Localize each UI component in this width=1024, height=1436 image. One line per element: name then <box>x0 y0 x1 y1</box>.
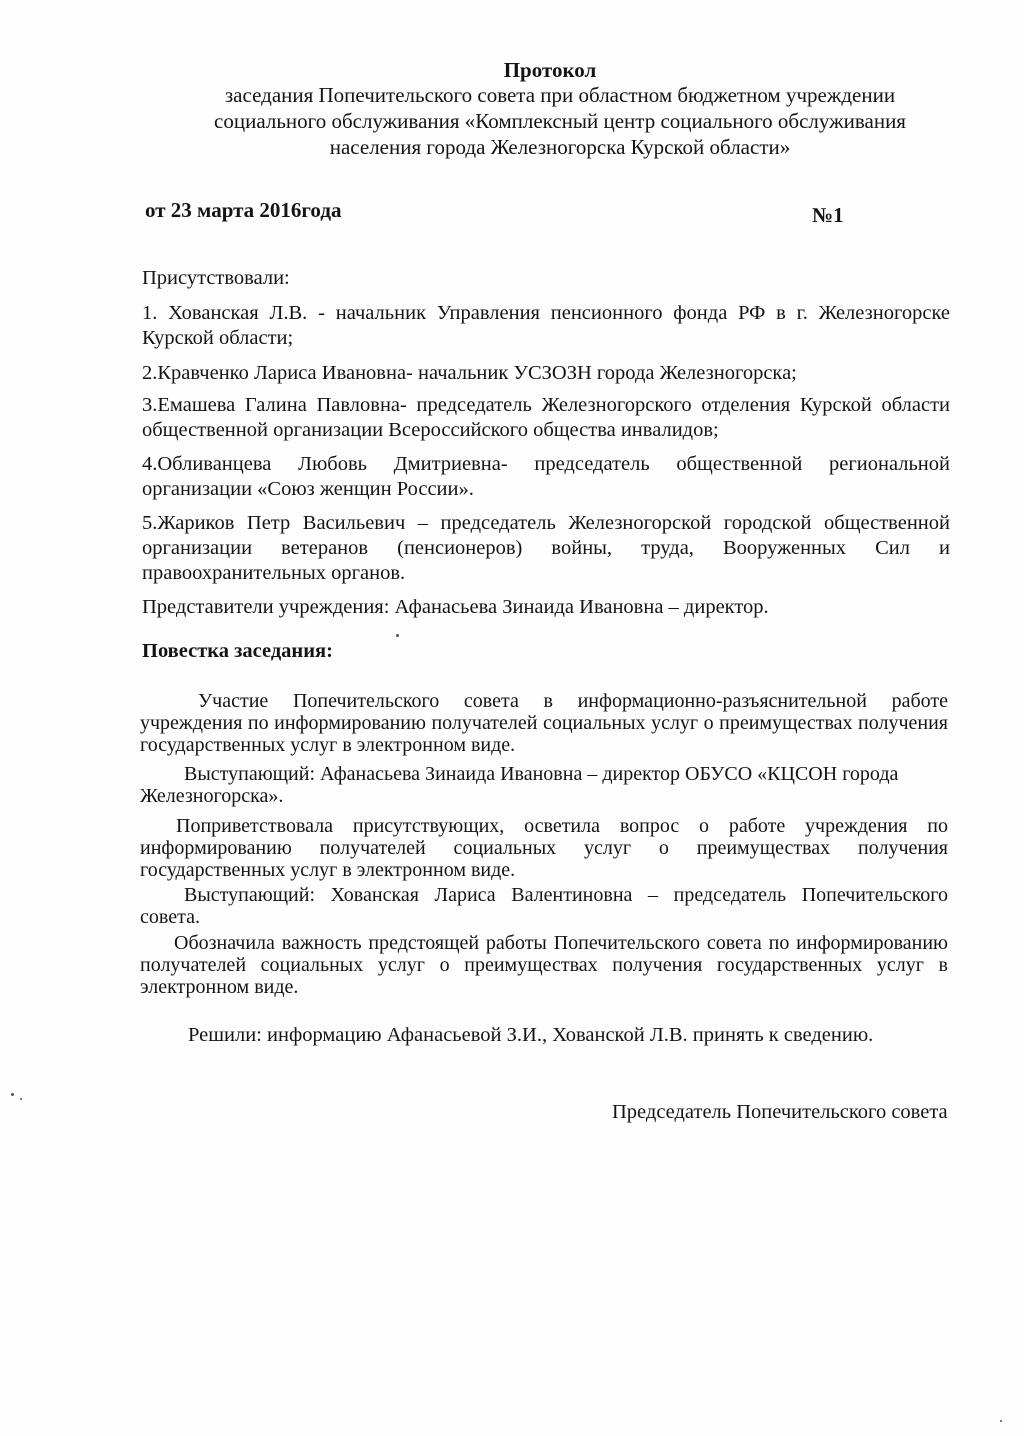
scan-speck <box>20 1098 22 1100</box>
protocol-number: №1 <box>812 203 844 227</box>
scan-speck <box>1000 1420 1002 1422</box>
document-subtitle <box>150 82 970 160</box>
agenda-topic: Участие Попечительского совета в информационно-разъяснительной работе учреждения по информированию получателей социальных услуг о преимуществах получения государственных услуг в электронном виде. <box>140 690 948 756</box>
attendee-item: 5.Жариков Петр Васильевич – председатель Железногорской городской общественной организации ветеранов (пенсионеров) войны, труда, Вооруженных Сил и правоохранительных органов. <box>142 512 950 584</box>
attendee-item: 3.Емашева Галина Павловна- председатель Железногорского отделения Курской области общественной организации Всероссийского общества инвалидов; <box>142 394 950 441</box>
representatives: Представители учреждения: Афанасьева Зинаида Ивановна – директор. <box>142 596 769 618</box>
speaker-1: Выступающий: Афанасьева Зинаида Ивановна – директор ОБУСО «КЦСОН города Железногорска». <box>140 763 899 807</box>
speaker-2-text: Обозначила важность предстоящей работы Попечительского совета по информированию получателей социальных услуг о преимуществах получения государственных услуг в электронном виде. <box>140 932 948 998</box>
subtitle-line: населения города Железногорска Курской области» <box>329 135 791 159</box>
signature-line: Председатель Попечительского совета <box>612 1101 948 1123</box>
document-title: Протокол <box>503 58 597 82</box>
speaker-2: Выступающий: Хованская Лариса Валентиновна – председатель Попечительского совета. <box>140 884 948 928</box>
attendee-item: 1. Хованская Л.В. - начальник Управления пенсионного фонда РФ в г. Железногорске Курской области; <box>142 302 950 349</box>
attendee-item: 2.Кравченко Лариса Ивановна- начальник УСЗОЗН города Железногорска; <box>142 362 797 384</box>
attendee-item: 4.Обливанцева Любовь Дмитриевна- председатель общественной региональной организации «Союз женщин России». <box>142 453 950 500</box>
agenda-heading: Повестка заседания: <box>142 640 333 662</box>
speaker-1-text: Поприветствовала присутствующих, осветила вопрос о работе учреждения по информированию получателей социальных услуг о преимуществах получения государственных услуг в электронном виде. <box>140 815 948 881</box>
scan-speck <box>11 1093 14 1096</box>
attendees-heading: Присутствовали: <box>142 267 290 289</box>
meeting-date: от 23 марта 2016года <box>145 198 342 222</box>
subtitle-line: социального обслуживания «Комплексный центр социального обслуживания <box>214 109 906 133</box>
scan-speck <box>396 634 399 637</box>
subtitle-line: заседания Попечительского совета при областном бюджетном учреждении <box>224 83 896 107</box>
decision: Решили: информацию Афанасьевой З.И., Хованской Л.В. принять к сведению. <box>188 1024 874 1046</box>
